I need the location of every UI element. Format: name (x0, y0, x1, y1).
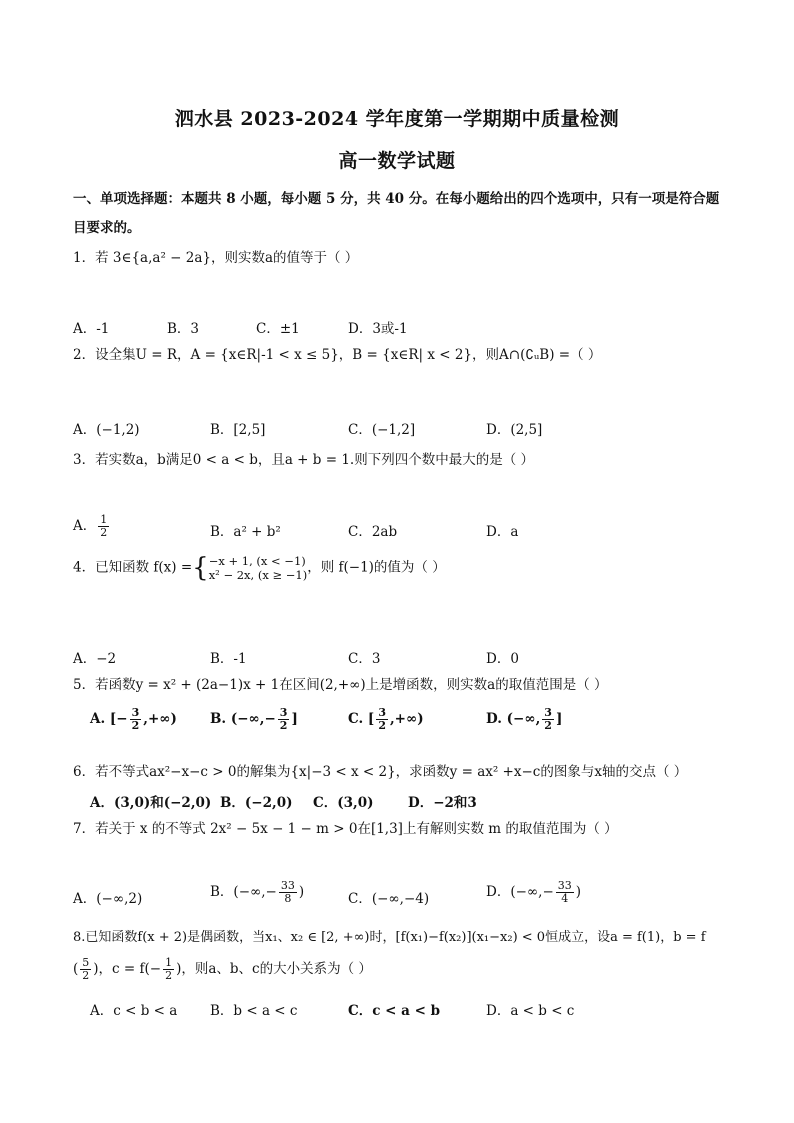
q6-option-b[interactable]: B．(−2,0) (220, 795, 293, 811)
fraction-denominator: 8 (284, 892, 292, 905)
q8-fraction-b (80, 957, 91, 982)
option-left: (−∞, (506, 711, 541, 727)
option-label: C. (348, 711, 364, 727)
fraction-denominator: 4 (561, 892, 569, 905)
option-label: B． (210, 884, 234, 900)
q1-option-c[interactable]: C．±1 (256, 321, 300, 337)
question-3-stem: 3．若实数a，b满足0 < a < b，且a + b = 1.则下列四个数中最大的是（ ） (73, 452, 534, 468)
fraction-numerator: 3 (378, 706, 386, 719)
option-right: ] (291, 711, 298, 727)
section-intro-line2: 目要求的。 (73, 220, 141, 236)
fraction-denominator: 2 (165, 969, 173, 982)
q3-option-a-label: A． (73, 518, 97, 534)
q2-option-b[interactable]: B．[2,5] (210, 422, 266, 438)
q4-case-1: −x + 1, (x < −1) (208, 554, 306, 568)
q4-option-d[interactable]: D．0 (486, 651, 519, 667)
option-fraction (130, 707, 142, 732)
option-right: ] (555, 711, 563, 727)
option-left: [− (109, 711, 128, 727)
q4-suffix: ，则 f(−1)的值为（ ） (307, 559, 446, 576)
q5-option-c[interactable] (348, 707, 424, 732)
q7-option-a[interactable]: A．(−∞,2) (73, 891, 143, 907)
q1-option-b[interactable]: B．3 (167, 321, 200, 337)
option-left: (−∞,− (230, 711, 276, 727)
fraction-numerator: 1 (165, 956, 173, 969)
q6-option-a[interactable]: A．(3,0)和(−2,0) (90, 795, 212, 811)
option-fraction (376, 707, 388, 732)
option-fraction (278, 707, 290, 732)
q4-option-a[interactable]: A．−2 (73, 651, 117, 667)
q8-option-b[interactable]: B．b < a < c (210, 1003, 298, 1019)
fraction-denominator: 2 (131, 719, 140, 732)
q8-option-c[interactable]: C．c < a < b (348, 1003, 441, 1019)
fraction-numerator: 3 (544, 706, 552, 719)
fraction-numerator: 3 (279, 706, 288, 719)
q4-prefix: 4．已知函数 f(x) = (73, 559, 193, 576)
q5-option-b[interactable] (210, 707, 298, 732)
q4-case-2: x² − 2x, (x ≥ −1) (208, 568, 308, 582)
q3-option-c[interactable]: C．2ab (348, 524, 398, 540)
option-right: ,+∞) (143, 711, 177, 727)
q4-option-b[interactable]: B．-1 (210, 651, 247, 667)
exam-subtitle: 高一数学试题 (338, 150, 456, 172)
q8-suffix: )，则a、b、c的大小关系为（ ） (176, 961, 372, 977)
q5-option-d[interactable] (486, 707, 562, 732)
q4-option-c[interactable]: C．3 (348, 651, 381, 667)
fraction-numerator: 3 (131, 706, 140, 719)
question-7-stem: 7．若关于 x 的不等式 2x² − 5x − 1 − m > 0在[1,3]上有解则实数 m 的取值范围为（ ） (73, 821, 618, 837)
q2-option-c[interactable]: C．(−1,2] (348, 422, 416, 438)
q8-option-d[interactable]: D．a < b < c (486, 1003, 575, 1019)
question-5-stem: 5．若函数y = x² + (2a−1)x + 1在区间(2,+∞)上是增函数，则实数a的取值范围是（ ） (73, 677, 608, 693)
q8-option-a[interactable]: A．c < b < a (90, 1003, 178, 1019)
option-right: ) (298, 884, 305, 900)
option-fraction (542, 707, 554, 732)
q7-option-b[interactable] (210, 880, 304, 905)
q1-option-d[interactable]: D．3或-1 (348, 321, 408, 337)
q6-option-c[interactable]: C．(3,0) (313, 795, 374, 811)
q7-option-d[interactable] (486, 880, 581, 905)
paren-left: ( (73, 961, 79, 977)
fraction-numerator: 33 (280, 879, 295, 892)
brace-icon: { (192, 553, 209, 583)
q1-option-a[interactable]: A．-1 (73, 321, 110, 337)
question-1-stem: 1．若 3∈{a,a² − 2a}，则实数a的值等于（ ） (73, 250, 359, 266)
q4-piecewise (209, 554, 308, 582)
question-6-stem: 6．若不等式ax²−x−c > 0的解集为{x|−3 < x < 2}，求函数y = ax² +x−c的图象与x轴的交点（ ） (73, 764, 688, 780)
option-label: B. (210, 711, 227, 727)
option-label: A. (90, 711, 106, 727)
fraction-denominator: 2 (82, 969, 90, 982)
option-left: (−∞,− (510, 884, 554, 900)
section-intro-line1: 一、单项选择题：本题共 8 小题，每小题 5 分，共 40 分。在每小题给出的四个选项中，只有一项是符合题 (73, 191, 720, 207)
q2-option-a[interactable]: A．(−1,2) (73, 422, 140, 438)
option-label: D. (486, 711, 502, 727)
q8-middle-text: )，c = f(− (93, 961, 162, 977)
fraction-numerator: 1 (100, 513, 108, 526)
fraction-numerator: 33 (557, 879, 572, 892)
fraction-numerator: 5 (82, 956, 90, 969)
fraction-denominator: 2 (544, 719, 552, 732)
question-4-stem (73, 553, 446, 583)
q3-option-b[interactable]: B．a² + b² (210, 524, 281, 540)
q5-option-a[interactable] (90, 707, 177, 732)
q6-option-d[interactable]: D．−2和3 (408, 795, 477, 811)
option-fraction (279, 880, 297, 905)
fraction-denominator: 2 (279, 719, 288, 732)
option-right: ,+∞) (389, 711, 424, 727)
option-left: (−∞,− (233, 884, 277, 900)
option-right: ) (575, 884, 582, 900)
question-8-line1: 8.已知函数f(x + 2)是偶函数，当x₁、x₂ ∈ [2, +∞)时，[f(x₁)−f(x₂)](x₁−x₂) < 0恒成立，设a = f(1)，b = f (73, 930, 706, 945)
question-8-line2 (73, 957, 372, 982)
q7-option-c[interactable]: C．(−∞,−4) (348, 891, 430, 907)
exam-title: 泗水县 2023-2024 学年度第一学期期中质量检测 (174, 108, 620, 130)
q3-option-a[interactable] (73, 514, 111, 539)
option-fraction (556, 880, 574, 905)
q8-fraction-c (163, 957, 174, 982)
option-left: [ (367, 711, 375, 727)
q3-option-a-fraction (98, 514, 109, 539)
option-label: D． (486, 884, 511, 900)
question-2-stem: 2．设全集U = R，A = {x∈R|-1 < x ≤ 5}，B = {x∈R| x < 2}，则A∩(∁ᵤB) =（ ） (73, 347, 602, 363)
q3-option-d[interactable]: D．a (486, 524, 519, 540)
q2-option-d[interactable]: D．(2,5] (486, 422, 543, 438)
fraction-denominator: 2 (378, 719, 386, 732)
fraction-denominator: 2 (100, 526, 108, 539)
